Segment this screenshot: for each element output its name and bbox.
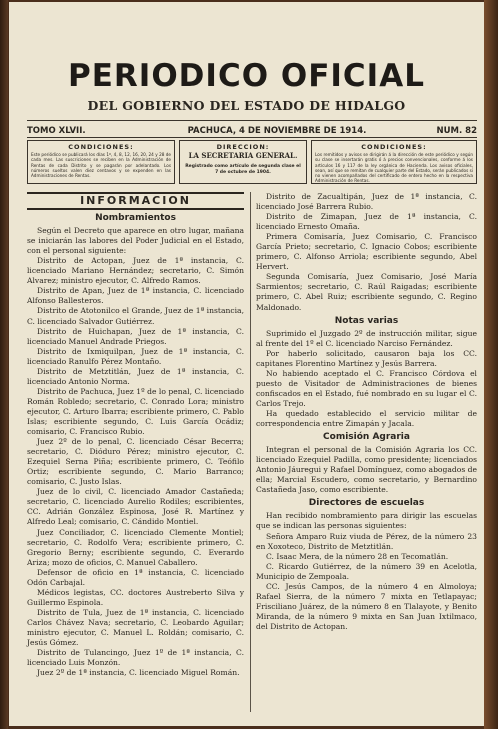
paragraph: Distrito de Tulancingo, Juez 1º de 1ª instancia, C. licenciado Luis Monzón. <box>27 648 244 668</box>
issue-date: PACHUCA, 4 DE NOVIEMBRE DE 1914. <box>187 126 367 136</box>
book-edge <box>484 0 498 729</box>
paragraph: Distrito de Zimapan, Juez de 1ª instancia, C. licenciado Ernesto Omaña. <box>256 212 477 232</box>
paragraph: Distrito de Tula, Juez de 1ª instancia, C. licenciado Carlos Chávez Nava; secretario, C. Leobardo Aguilar; ministro ejecutor, C. Manuel L. Roldán; comisario, C. Jesús Gómez. <box>27 607 244 648</box>
paragraph: Señora Amparo Ruiz viuda de Pérez, de la número 23 en Xoxoteco, Distrito de Metztitlán. <box>256 531 477 551</box>
heading-notas-varias: Notas varias <box>334 315 399 326</box>
paragraph: Distrito de Atotonilco el Grande, Juez de 1ª instancia, C. licenciado Salvador Gutiérrez. <box>27 306 244 326</box>
paragraph: Segunda Comisaría, Juez Comisario, José María Sarmientos; secretario, C. Raúl Raigadas; escribiente primero, C. Abel Ruiz; escribiente segundo, C. Regino Maldonado. <box>256 272 477 312</box>
header-rule-bottom <box>27 137 477 138</box>
column-divider <box>250 192 251 712</box>
direction-title: DIRECCION: <box>216 143 270 151</box>
header-rule-top <box>27 120 477 121</box>
paragraph: C. Ricardo Gutiérrez, de la número 39 en Acelotla, Municipio de Zempoala. <box>256 561 477 581</box>
paragraph: Juez de lo civil, C. licenciado Amador Castañeda; secretario, C. licenciado Aurelio Rodiles; escribientes, CC. Adrián González Espinosa, José R. Martínez y Alfredo Leal; comisario, C. Cándido Montiel. <box>27 487 244 527</box>
paragraph: Juez Conciliador, C. licenciado Clemente Montiel; secretario, C. Rodolfo Vera; escribiente primero, C. Gregorio Berny; escribiente segundo, C. Everardo Ariza; mozo de oficios, C. Manuel Caballero. <box>27 527 244 567</box>
paragraph: Distrito de Actopan, Juez de 1ª instancia, C. licenciado Mariano Hernández; secretario, C. Simón Alvarez; ministro ejecutor, C. Alfredo Ramos. <box>27 256 244 286</box>
right-column <box>256 192 477 632</box>
paragraph: Primera Comisaría, Juez Comisario, C. Francisco García Prieto; secretario, C. Ignacio Cobos; escribiente primero, C. Alfonso Arriola; escribiente segundo, Abel Hervert. <box>256 232 477 272</box>
paragraph: Ha quedado establecido el servicio militar de correspondencia entre Zimapán y Jacala. <box>256 408 477 429</box>
subtitle: DEL GOBIERNO DEL ESTADO DE HIDALGO <box>87 98 406 113</box>
paragraph: Han recibido nombramiento para dirigir las escuelas que se indican las personas siguientes: <box>256 511 477 531</box>
conditions-right-title: CONDICIONES: <box>361 143 427 151</box>
conditions-left-title: CONDICIONES: <box>68 143 134 151</box>
direction-box <box>179 140 307 184</box>
left-column <box>27 192 244 678</box>
masthead: PERIODICO OFICIAL <box>68 58 425 94</box>
heading-directores-escuelas: Directores de escuelas <box>308 498 425 509</box>
paragraph: Distrito de Ixmiquilpan, Juez de 1ª instancia, C. licenciado Ranulfo Pérez Montaño. <box>27 346 244 366</box>
registration-note: Registrado como artículo de segunda clase el 7 de octubre de 1904. <box>185 163 301 175</box>
issue-number: NUM. 82 <box>436 126 477 136</box>
book-spine <box>0 0 8 729</box>
paragraph: Distrito de Zacualtipán, Juez de 1ª instancia, C. licenciado José Barrera Rubio. <box>256 192 477 212</box>
heading-comision-agraria: Comisión Agraria <box>323 432 410 443</box>
paragraph: C. Isaac Mera, de la número 28 en Tecomatlán. <box>266 551 449 561</box>
conditions-box-left <box>27 140 175 184</box>
paragraph: Distrito de Pachuca, Juez 1º de lo penal, C. licenciado Román Robledo; secretario, C. Conrado Lora; ministro ejecutor, C. Arturo Ibarra; escribiente primero, C. Pablo Islas; escribiente segundo, C. Luis García Ocádiz; comisario, C. Francisco Rubio. <box>27 386 244 437</box>
paragraph: Distrito de Huichapan, Juez de 1ª instancia, C. licenciado Manuel Andrade Priegos. <box>27 326 244 346</box>
paragraph: Defensor de oficio en 1ª instancia, C. licenciado Odón Carbajal. <box>27 567 244 587</box>
conditions-box-right <box>311 140 477 184</box>
newspaper-page <box>9 2 484 726</box>
paragraph: Distrito de Apan, Juez de 1ª instancia, C. licenciado Alfonso Ballesteros. <box>27 286 244 306</box>
issue-info-bar <box>27 126 477 136</box>
tomo: TOMO XLVII. <box>27 126 86 136</box>
paragraph: CC. Jesús Campos, de la número 4 en Almoloya; Rafael Sierra, de la número 7 mixta en Tetlapayac; Frisciliano Juárez, de la número 8 en Tlalayote, y Benito Miranda, de la número 9 mixta en San Juan Ixtilmaco, del Distrito de Actopan. <box>256 581 477 631</box>
paragraph: Integran el personal de la Comisión Agraria los CC. licenciado Ezequiel Padilla, como presidente; licenciados Antonio Jáuregui y Rafael Domínguez, como abogados de ella; Marcial Escudero, como secretario, y Bernardino Castañeda Jaso, como escribiente. <box>256 445 477 495</box>
direction-name: LA SECRETARIA GENERAL. <box>188 151 298 161</box>
conditions-left-text: Este periódico se publicará los días 1º, 4, 8, 12, 16, 20, 24 y 28 de cada mes. Las suscriciones se reciben en la Administración de Rentas de cada Distrito y se pagarán por adelantado. Los números sueltos valen diez centavos y se expenden en las Administraciones de Rentas. <box>31 152 171 179</box>
paragraph: Por haberlo solicitado, causaron baja los CC. capitanes Florentino Martínez y Jesús Barrera. <box>256 348 477 368</box>
paragraph: Según el Decreto que aparece en otro lugar, mañana se iniciarán las labores del Poder Judicial en el Estado, con el personal siguiente: <box>27 226 244 256</box>
heading-nombramientos: Nombramientos <box>95 213 176 224</box>
section-banner: INFORMACION <box>27 192 244 210</box>
paragraph: Distrito de Metztitlán, Juez de 1ª instancia, C. licenciado Antonio Norma. <box>27 366 244 386</box>
paragraph: Médicos legistas, CC. doctores Austreberto Silva y Guillermo Espinola. <box>27 587 244 607</box>
paragraph: Juez 2º de 1ª instancia, C. licenciado Miguel Román. <box>37 668 240 678</box>
conditions-right-text: Los remitidos y avisos se dirigirán á la dirección de este periódico y según su clase se insertarán gratis ó á precios convencionales, conforme á los artículos 16 y 117 de la ley orgánica de Hacienda. Los avisos oficiales, sean, así que se remitan de cualquier parte del Estado, serán publicados si no vienen acompañados del certificado de entero hecho en la respectiva Administración de Rentas. <box>315 152 473 184</box>
paragraph: No habiendo aceptado el C. Francisco Córdova el puesto de Visitador de Administraciones de bienes confiscados en el Estado, fué nombrado en su lugar el C. Carlos Trejo. <box>256 368 477 408</box>
paragraph: Suprimido el Juzgado 2º de instrucción militar, sigue al frente del 1º el C. licenciado Narciso Fernández. <box>256 328 477 348</box>
paragraph: Juez 2º de lo penal, C. licenciado César Becerra; secretario, C. Dióduro Pérez; ministro ejecutor, C. Ezequiel Serna Piña; escribiente primero, C. Teófilo Ortiz; escribiente segundo, C. Mario Barranco; comisario, C. Justo Islas. <box>27 437 244 487</box>
